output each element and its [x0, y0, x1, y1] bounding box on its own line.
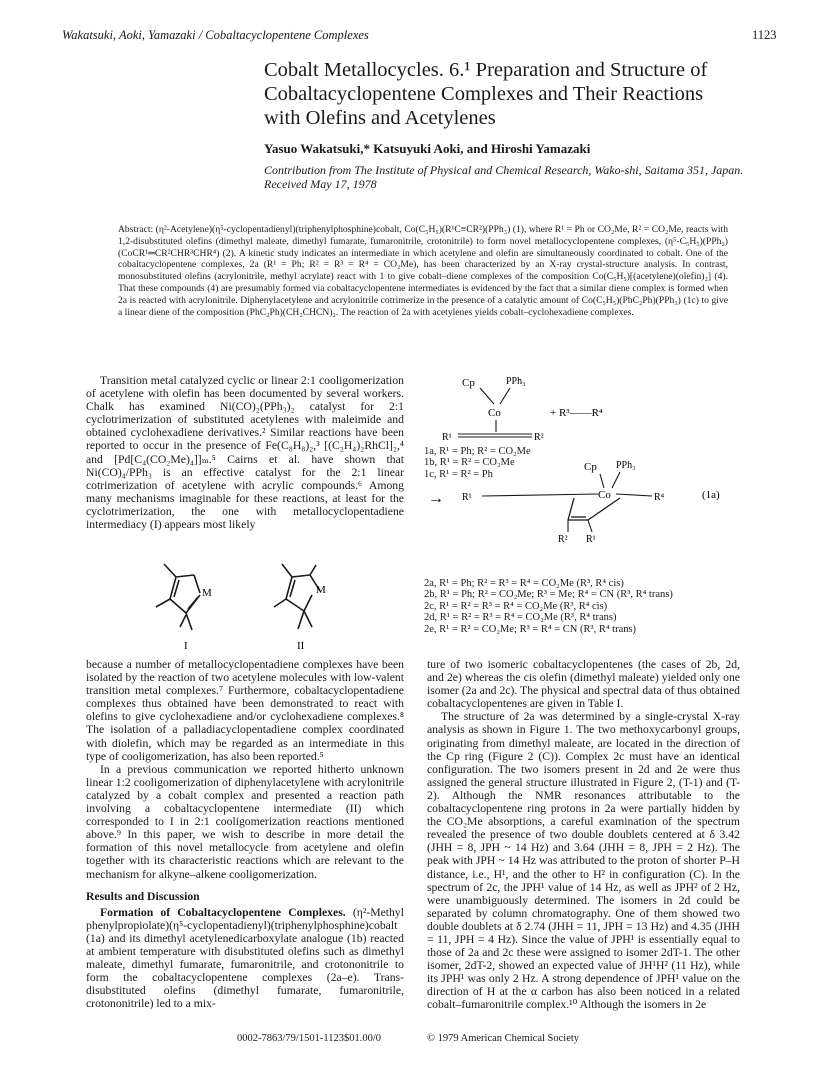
left-column-body — [86, 658, 404, 1010]
abstract: Abstract: (η²-Acetylene)(η⁵-cyclopentadienyl)(triphenylphosphine)cobalt, Co(C₅H₅)(R¹C≡CR²)(PPh₃) (1), where R¹ = Ph or CO₂Me, R² = CO₂Me, reacts with 1,2-disubstituted olefins (dimethyl maleate, dimethyl fumarate, fumaronitrile, crotonitrile) to form novel metallocyclopentene complexes, (η⁵-C₅H₅)(PPh₃)(CoCR¹═CR²CHR³CHR⁴) (2). A kinetic study indicates an intermediate in which acetylene and olefin are simultaneously coordinated to cobalt. One of the cobaltacyclopentene complexes, 2a (R¹ = Ph; R² = R³ = R⁴ = CO₂Me), has been characterized by an X-ray crystal-structure analysis. In contrast, monosubstituted olefins (acrylonitrile, methyl acrylate) react with 1 to give cobalt–diene complexes of the composition Co(C₅H₅)[(acetylene)(olefin)₂] (4). That these compounds (4) are presumably formed via cobaltacyclopentene intermediates is evidenced by the fact that a similar diene complex is formed when 2a is reacted with acrylonitrile. Diphenylacetylene and acrylonitrile cotrimerize in the presence of a catalytic amount of Co(C₅H₅)(PhC₂Ph)(PPh₃) (1c) to give a linear diene of the composition (PhC₂Ph)(CH₂CHCN)₂. The reaction of 2a with acetylenes yields cobalt–cyclohexadiene complexes. — [118, 224, 728, 318]
paragraph-1: because a number of metallocyclopentadiene complexes have been isolated by the reaction of two acetylene molecules with low-valent transition metal complexes.⁷ Furthermore, cobaltacyclopentadiene complexes thus obtained have been demonstrated to react with olefins to give cyclohexadiene and/or cyclohexadiene complexes.⁸ The isolation of a palladiacyclopentadiene complex coordinated with diolefin, which may be regarded as an intermediate in this type of cooligomerization, has also been reported.⁵ — [86, 658, 404, 763]
reaction-arrow: → — [428, 490, 444, 507]
reaction-scheme — [428, 370, 740, 610]
compound-2d: 2d, R¹ = R² = R³ = R⁴ = CO₂Me (R³, R⁴ trans) — [424, 612, 617, 624]
compound-2b: 2b, R¹ = Ph; R² = CO₂Me; R³ = Me; R⁴ = CN (R³, R⁴ trans) — [424, 589, 673, 601]
r2-label-1: R² — [534, 432, 544, 443]
equation-label: (1a) — [702, 489, 720, 501]
compound-2a: 2a, R¹ = Ph; R² = R³ = R⁴ = CO₂Me (R³, R⁴ cis) — [424, 578, 624, 589]
r1-label-1: R¹ — [442, 432, 452, 443]
formation-heading: Formation of Cobaltacyclopentene Complexes. — [100, 905, 346, 919]
r1-label-2: R¹ — [462, 492, 472, 503]
structure-II — [274, 564, 320, 629]
compound-2e: 2e, R¹ = R² = CO₂Me; R³ = R⁴ = CN (R³, R⁴ trans) — [424, 623, 637, 635]
compound-1c: 1c, R¹ = R² = Ph — [424, 468, 493, 480]
article-title: Cobalt Metallocycles. 6.¹ Preparation and Structure of Cobaltacyclopentene Complexes and Their Reactions with Olefins and Acetylenes — [264, 59, 708, 129]
running-title: Wakatsuki, Aoki, Yamazaki / Cobaltacyclopentene Complexes — [62, 28, 369, 42]
r2-label-2: R² — [558, 534, 568, 545]
paragraph-3: ture of two isomeric cobaltacyclopentenes (the cases of 2b, 2d, and 2e) whereas the cis olefin (dimethyl maleate) yielded only one isomer (2a and 2c). The physical and spectral data of thus obtained cobaltacyclopentenes are given in Table I. — [427, 658, 740, 711]
r4-label-2: R⁴ — [654, 492, 665, 503]
co-label-1: Co — [488, 407, 501, 419]
co-label-2: Co — [598, 489, 611, 501]
paragraph-2: In a previous communication we reported hitherto unknown linear 1:2 cooligomerization of diphenylacetylene with acrylonitrile catalyzed by a cobalt complex and presented a reaction path involving a cobaltacyclopentene intermediate (II) which corresponded to I in 2:1 cooligomerization reactions mentioned above.⁹ In this paper, we wish to describe in more detail the formation of this novel metallocycle from acetylene and olefin together with its characteristic reactions which are relevant to the mechanism for alkyne–alkene cooligomerization. — [86, 762, 404, 881]
structure-label-II: II — [297, 640, 305, 652]
formation-text: (η²-Methyl phenylpropiolate)(η⁵-cyclopentadienyl)(triphenylphosphine)cobalt (1a) and its dimethyl acetylenedicarboxylate analogue (1b) reacted at ambient temperature with disubstituted olefins such as dimethyl maleate, dimethyl fumarate, fumaronitrile, and crotononitrile to form the cobaltacyclopentene complexes (2a–e). Trans-disubstituted olefins (dimethyl fumarate, fumaronitrile, crotononitrile) led to a mix- — [86, 905, 404, 1011]
compound-1b: 1b, R¹ = R² = CO₂Me — [424, 457, 515, 469]
metal-label-II: M — [316, 584, 326, 596]
metallocycle-structures — [150, 555, 380, 655]
compound-list-2 — [424, 578, 673, 635]
right-column-body — [427, 658, 740, 1012]
journal-code: 0002-7863/79/1501-1123$01.00/0 — [237, 1033, 381, 1044]
structure-I — [156, 564, 200, 630]
authors: Yasuo Wakatsuki,* Katsuyuki Aoki, and Hiroshi Yamazaki — [264, 141, 591, 156]
copyright: © 1979 American Chemical Society — [427, 1033, 580, 1044]
paragraph-4: The structure of 2a was determined by a single-crystal X-ray analysis as shown in Figure 1. The two methoxycarbonyl groups, originating from dimethyl maleate, are located in the direction of the Cp ring (Figure 2 (C)). Complex 2c must have an identical configuration. The two isomers present in 2d and 2e were thus assigned the general structure illustrated in Figure 2, (T-1) and (T-2). Although the NMR resonances attributable to the cobaltacyclopentene ring protons in 2a were partially hidden by the CO₂Me absorptions, a careful examination of the spectrum revealed the presence of two double doublets centered at δ 3.42 (JHH = 8, JPH ~ 14 Hz) and 3.64 (JHH = 8, JPH = 2 Hz). The peak with JPH ~ 14 Hz was attributed to the proton of shorter P–H distance, i.e., H¹, and the other to H² in configuration (C). In the spectrum of 2c, the JPH¹ value of 14 Hz, as well as JPH² of 2 Hz, were unambiguously determined. The isomers in 2d could be separated by column chromatography. One of them showed two double doublets at δ 2.74 (JHH = 11, JPH = 13 Hz) and 4.35 (JHH = 11, JPH = 4 Hz). Since the value of JPH¹ is essentially equal to those of 2a and 2c these were assigned to isomer 2dT-1. The other isomer, 2dT-2, showed an expected value of JH¹H² (11 Hz), while its JPH¹ was only 2 Hz. A strong dependence of JPH¹ value on the direction of H at the α carbon has also been noticed in a related cobalt–fumaronitrile complex.¹⁰ Although the isomers in 2e — [427, 710, 740, 1012]
cp-label-2: Cp — [584, 461, 597, 473]
r1-label-3: R¹ — [586, 534, 596, 545]
intro-text: Transition metal catalyzed cyclic or linear 2:1 cooligomerization of acetylene with olefin has been documented by several workers. Chalk has examined Ni(CO)₂(PPh₃)₂ catalyst for 2:1 cyclotrimerization of substituted acetylenes with maleimide and obtained cyclohexadiene derivatives.² Similar reactions have been reported to occur in the presence of Fe(C₈H₈)₂,³ [(C₂H₄)₂RhCl]₂,⁴ and [Pd[C₄(CO₂Me)₄]]ₘ.⁵ Cairns et al. have shown that Ni(CO)₄/PPh₃ is an effective catalyst for the 2:1 linear cotrimerization of acetylene with acrylic compounds.⁶ Among many mechanisms imaginable for these reactions, at least for the cyclotrimerization, the one with metallocyclopentadiene intermediacy (I) appears most likely — [86, 374, 404, 532]
pph3-label-2: PPh₃ — [616, 460, 636, 471]
formation-paragraph — [86, 906, 404, 1011]
metal-label-I: M — [202, 587, 212, 599]
page-number: 1123 — [752, 28, 777, 42]
affiliation: Contribution from The Institute of Physical and Chemical Research, Wako-shi, Saitama 351, Japan. Received May 17, 1978 — [264, 163, 744, 191]
structure-label-I: I — [184, 640, 188, 652]
intro-paragraph — [86, 374, 404, 531]
compound-1a: 1a, R¹ = Ph; R² = CO₂Me — [424, 446, 531, 457]
compound-list-1 — [424, 446, 531, 480]
section-heading: Results and Discussion — [86, 889, 200, 903]
pph3-label-1: PPh₃ — [506, 376, 526, 387]
olefin-reagent: + R³——R⁴ — [550, 407, 603, 419]
cp-label-1: Cp — [462, 377, 475, 389]
compound-2c: 2c, R¹ = R² = R³ = R⁴ = CO₂Me (R³, R⁴ cis) — [424, 600, 608, 612]
